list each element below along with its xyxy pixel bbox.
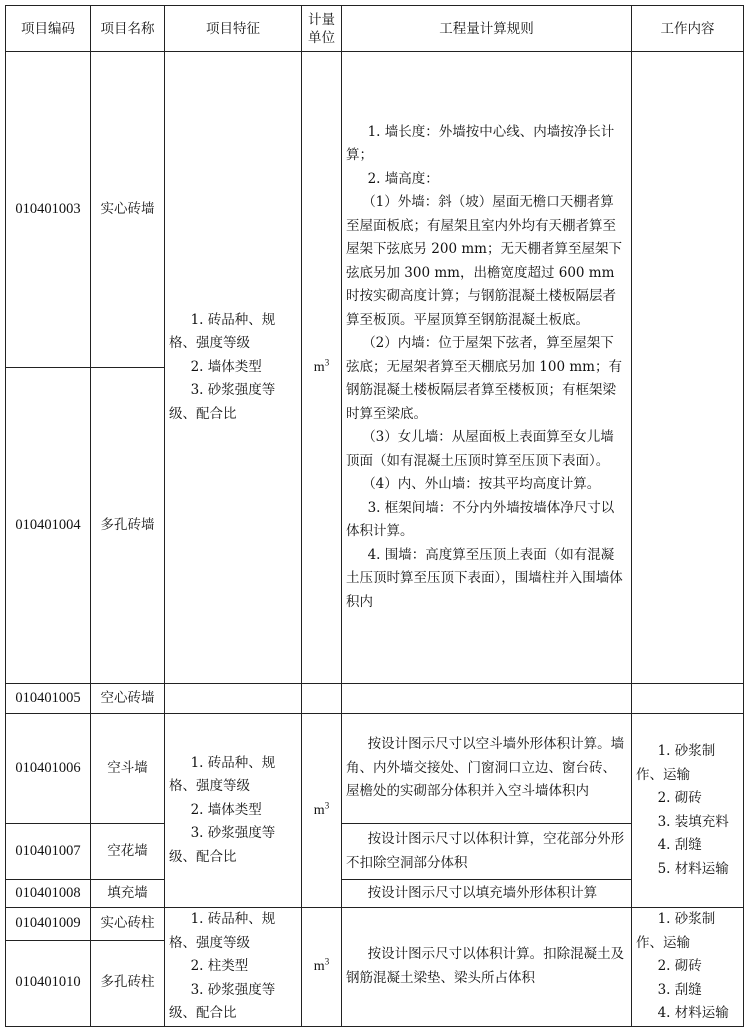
- header-unit: 计量单位: [302, 6, 342, 52]
- table-row: [6, 714, 744, 824]
- item-name: 多孔砖柱: [91, 940, 165, 1026]
- work-line: 4. 刮缝: [657, 837, 702, 853]
- header-work: 工作内容: [632, 6, 744, 52]
- rule-line: 1. 墙长度：外墙按中心线、内墙按净长计算；: [346, 123, 615, 164]
- rule-line: 按设计图示尺寸以填充墙外形体积计算: [367, 884, 598, 901]
- item-rule: [342, 714, 632, 824]
- item-rule: [342, 824, 632, 880]
- work-line: 2. 砌砖: [657, 958, 702, 974]
- item-features: [165, 714, 302, 908]
- item-unit: [302, 714, 342, 908]
- unit-exponent: 3: [324, 800, 330, 811]
- item-work: [632, 908, 744, 1027]
- rule-line: （2）内墙：位于屋架下弦者，算至屋架下弦底；无屋架者算至天棚底另加 100 mm；有钢筋混凝土楼板隔层者算至楼板顶；有框架梁时算至梁底。: [346, 335, 622, 422]
- feature-line: 2. 柱类型: [190, 958, 249, 974]
- header-features: 项目特征: [165, 6, 302, 52]
- item-code: 010401010: [6, 940, 91, 1026]
- unit-exponent: 3: [324, 357, 330, 368]
- work-line: 3. 刮缝: [657, 981, 702, 998]
- empty-cell: [342, 684, 632, 714]
- rule-line: 3. 框架间墙：不分内外墙按墙体净尺寸以体积计算。: [346, 499, 615, 540]
- work-line: 1. 砂浆制作、运输: [636, 911, 716, 951]
- item-code: 010401005: [6, 684, 91, 714]
- work-line: 1. 砂浆制作、运输: [636, 743, 716, 783]
- item-rule: [342, 880, 632, 908]
- item-code: 010401008: [6, 880, 91, 908]
- feature-line: 2. 墙体类型: [190, 801, 262, 818]
- item-work: [632, 714, 744, 908]
- unit-exponent: 3: [324, 956, 330, 967]
- item-code: 010401004: [6, 368, 91, 684]
- item-code: 010401006: [6, 714, 91, 824]
- item-unit: [302, 908, 342, 1027]
- header-row: [6, 6, 744, 52]
- rule-line: 2. 墙高度：: [367, 170, 439, 187]
- feature-line: 3. 砂浆强度等级、配合比: [169, 981, 276, 1021]
- rule-line: 按设计图示尺寸以体积计算。扣除混凝土及钢筋混凝土梁垫、梁头所占体积: [346, 946, 625, 986]
- header-rules: 工程量计算规则: [342, 6, 632, 52]
- feature-line: 1. 砖品种、规格、强度等级: [169, 911, 276, 951]
- work-line: 2. 砌砖: [657, 790, 702, 806]
- rule-line: （1）外墙：斜（坡）屋面无檐口天棚者算至屋面板底；有屋架且室内外均有天棚者算至屋架下弦底另 200 mm；无天棚者算至屋架下弦底另加 300 mm，出檐宽度超过 600 mm 时按实砌高度计算；与钢筋混凝土楼板隔层者算至板顶。平屋顶算至钢筋混凝土板底。: [346, 194, 622, 328]
- item-code: 010401007: [6, 824, 91, 880]
- work-line: 3. 装填充料: [657, 813, 729, 830]
- item-name: 空花墙: [91, 824, 165, 880]
- item-name: 填充墙: [91, 880, 165, 908]
- item-name: 空斗墙: [91, 714, 165, 824]
- header-name: 项目名称: [91, 6, 165, 52]
- unit-base: m: [313, 959, 325, 974]
- feature-line: 2. 墙体类型: [190, 358, 262, 375]
- quantity-rules-table: [5, 5, 744, 1027]
- item-code: 010401003: [6, 52, 91, 368]
- table-row: [6, 908, 744, 941]
- rule-line: （4）内、外山墙：按其平均高度计算。: [362, 476, 601, 493]
- unit-base: m: [313, 802, 325, 818]
- item-unit: [302, 52, 342, 684]
- empty-cell: [632, 684, 744, 714]
- work-line: 4. 材料运输: [657, 1005, 729, 1021]
- item-rule: [342, 908, 632, 1027]
- feature-line: 3. 砂浆强度等级、配合比: [169, 825, 276, 865]
- rule-line: 按设计图示尺寸以体积计算，空花部分外形不扣除空洞部分体积: [346, 831, 625, 871]
- empty-cell: [302, 684, 342, 714]
- table-row: [6, 52, 744, 368]
- work-line: 5. 材料运输: [657, 860, 729, 877]
- item-work-empty: [632, 52, 744, 684]
- rule-line: （3）女儿墙：从屋面板上表面算至女儿墙顶面（如有混凝土压顶时算至压顶下表面）。: [346, 429, 614, 469]
- item-name: 多孔砖墙: [91, 368, 165, 684]
- unit-base: m: [313, 359, 325, 375]
- feature-line: 1. 砖品种、规格、强度等级: [169, 754, 276, 795]
- feature-line: 3. 砂浆强度等级、配合比: [169, 382, 276, 422]
- item-features: [165, 52, 302, 684]
- rule-line: 4. 围墙：高度算至压顶上表面（如有混凝土压顶时算至压顶下表面），围墙柱并入围墙体积内: [346, 546, 623, 610]
- table-row: [6, 684, 744, 714]
- feature-line: 1. 砖品种、规格、强度等级: [169, 311, 276, 352]
- item-name: 实心砖墙: [91, 52, 165, 368]
- header-code: 项目编码: [6, 6, 91, 52]
- item-name: 空心砖墙: [91, 684, 165, 714]
- empty-cell: [165, 684, 302, 714]
- item-rules: [342, 52, 632, 684]
- item-code: 010401009: [6, 908, 91, 941]
- item-name: 实心砖柱: [91, 908, 165, 941]
- item-features: [165, 908, 302, 1027]
- rule-line: 按设计图示尺寸以空斗墙外形体积计算。墙角、内外墙交接处、门窗洞口立边、窗台砖、屋檐处的实砌部分体积并入空斗墙体积内: [346, 736, 625, 800]
